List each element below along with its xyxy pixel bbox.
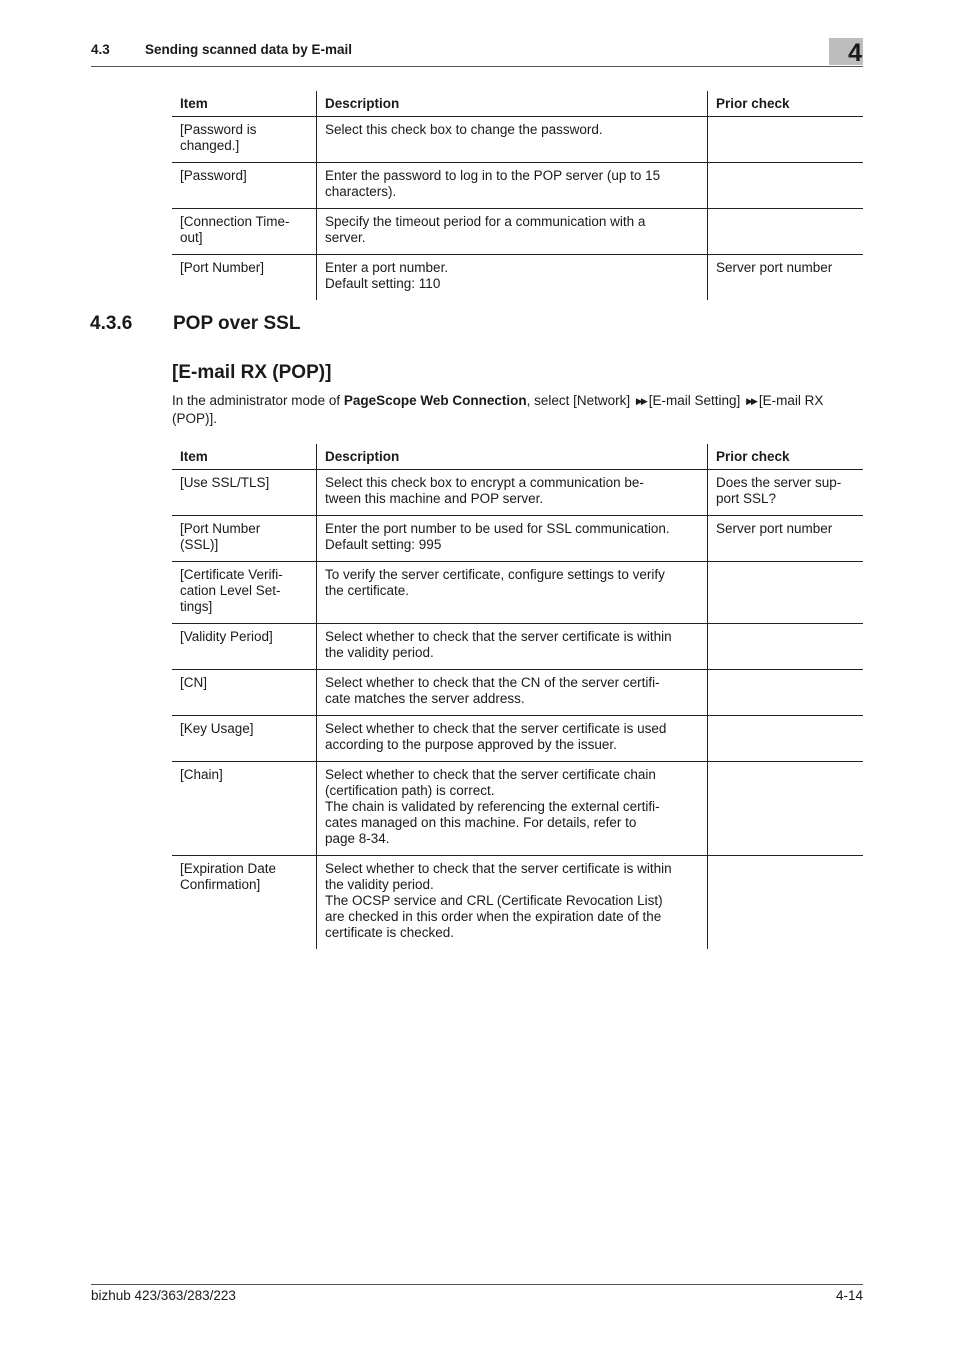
subsection-heading: [E-mail RX (POP)] (172, 362, 332, 383)
table-row (172, 516, 863, 562)
cell-prior-check (708, 117, 864, 163)
cell-description: To verify the server certificate, configure settings to verify the certificate. (317, 562, 708, 624)
cell-item: [Port Number (SSL)] (172, 516, 317, 562)
table-header-row (172, 91, 863, 117)
cell-description: Select whether to check that the server certificate is within the validity period. The OCSP service and CRL (Certificate Revocation List) are checked in this order when the expiration date of the certificate is checked. (317, 856, 708, 950)
column-header-item: Item (172, 91, 317, 117)
column-header-prior-check: Prior check (708, 91, 864, 117)
table-row (172, 209, 863, 255)
header-section-title: Sending scanned data by E-mail (145, 42, 353, 57)
cell-prior-check: Does the server sup- port SSL? (708, 470, 864, 516)
cell-description: Select this check box to encrypt a communication be- tween this machine and POP server. (317, 470, 708, 516)
cell-item: [Password is changed.] (172, 117, 317, 163)
cell-prior-check (708, 163, 864, 209)
page-header (91, 40, 863, 67)
table-row (172, 762, 863, 856)
chapter-number-badge: 4 (829, 38, 863, 65)
cell-description: Select whether to check that the server certificate is used according to the purpose approved by the issuer. (317, 716, 708, 762)
cell-description: Select whether to check that the CN of the server certifi- cate matches the server address. (317, 670, 708, 716)
table-row (172, 624, 863, 670)
cell-item: [Validity Period] (172, 624, 317, 670)
column-header-item: Item (172, 444, 317, 470)
header-section-number: 4.3 (91, 42, 110, 57)
cell-item: [CN] (172, 670, 317, 716)
cell-item: [Connection Time- out] (172, 209, 317, 255)
cell-description: Enter the port number to be used for SSL communication. Default setting: 995 (317, 516, 708, 562)
cell-prior-check (708, 670, 864, 716)
double-arrow-icon: ▶▶ (635, 396, 646, 406)
cell-prior-check (708, 856, 864, 950)
section-heading (90, 313, 300, 335)
column-header-description: Description (317, 444, 708, 470)
table-row (172, 255, 863, 301)
cell-prior-check (708, 762, 864, 856)
page-footer (91, 1284, 863, 1303)
cell-prior-check (708, 716, 864, 762)
section-title: POP over SSL (173, 313, 301, 334)
app-name: PageScope Web Connection (343, 393, 527, 408)
footer-page-number: 4-14 (835, 1288, 863, 1303)
cell-description: Select this check box to change the password. (317, 117, 708, 163)
table-row (172, 562, 863, 624)
double-arrow-icon: ▶▶ (746, 396, 756, 406)
pop-ssl-settings-table (172, 444, 863, 949)
table-row (172, 716, 863, 762)
section-number: 4.3.6 (90, 313, 133, 334)
cell-description: Select whether to check that the server certificate is within the validity period. (317, 624, 708, 670)
cell-description: Enter a port number. Default setting: 110 (317, 255, 708, 301)
cell-description: Select whether to check that the server certificate chain (certification path) is correct. The chain is validated by referencing the external certifi- cates managed on this machine. For details, refer to page 8-34. (317, 762, 708, 856)
cell-item: [Expiration Date Confirmation] (172, 856, 317, 950)
table-row (172, 117, 863, 163)
column-header-prior-check: Prior check (708, 444, 864, 470)
footer-model-name: bizhub 423/363/283/223 (91, 1288, 236, 1303)
table-row (172, 670, 863, 716)
cell-item: [Certificate Verifi- cation Level Set- tings] (172, 562, 317, 624)
cell-description: Specify the timeout period for a communication with a server. (317, 209, 708, 255)
pop-settings-table (172, 91, 863, 300)
cell-item: [Chain] (172, 762, 317, 856)
cell-prior-check (708, 209, 864, 255)
cell-description: Enter the password to log in to the POP server (up to 15 characters). (317, 163, 708, 209)
column-header-description: Description (317, 91, 708, 117)
table-header-row (172, 444, 863, 470)
cell-item: [Key Usage] (172, 716, 317, 762)
navigation-instructions: In the administrator mode of PageScope Web Connection, select [Network] ▶▶ [E-mail Setting] ▶▶ [E-mail RX (POP)]. (172, 393, 824, 426)
table-row (172, 470, 863, 516)
cell-item: [Use SSL/TLS] (172, 470, 317, 516)
cell-prior-check (708, 624, 864, 670)
table-row (172, 163, 863, 209)
cell-prior-check: Server port number (708, 516, 864, 562)
cell-item: [Port Number] (172, 255, 317, 301)
cell-prior-check: Server port number (716, 260, 833, 275)
cell-prior-check (708, 562, 864, 624)
cell-item: [Password] (172, 163, 317, 209)
table-row (172, 856, 863, 950)
